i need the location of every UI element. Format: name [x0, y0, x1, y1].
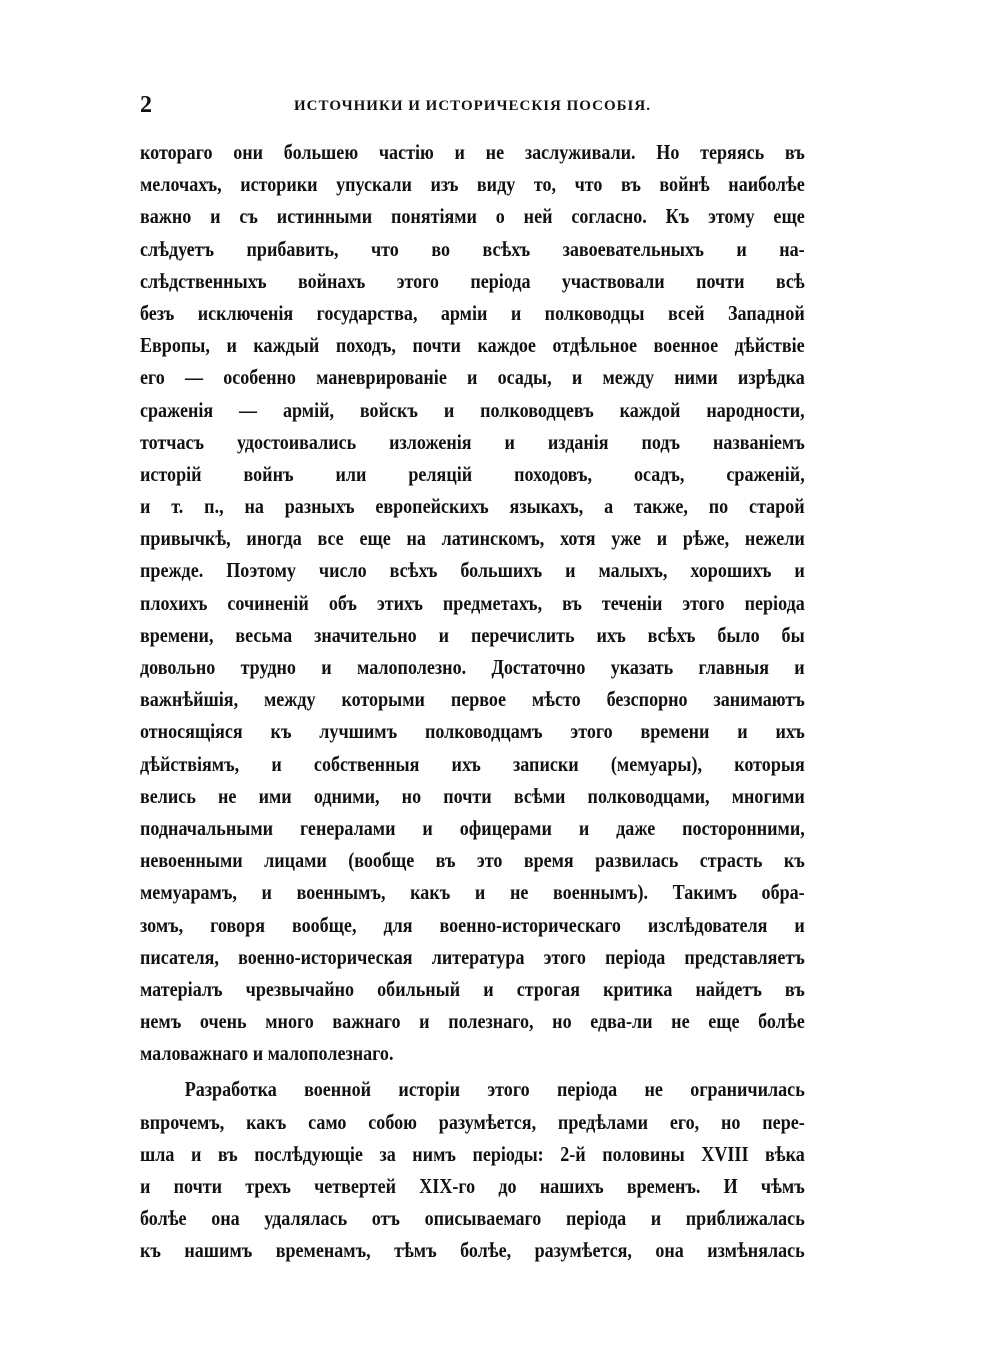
paragraph	[140, 136, 805, 1069]
text-line: зомъ, говоря вообще, для военно-историческаго изслѣдователя и	[140, 912, 805, 937]
text-line: дѣйствіямъ, и собственныя ихъ записки (мемуары), которыя	[140, 751, 805, 776]
text-line: сраженія — армій, войскъ и полководцевъ каждой народности,	[140, 397, 805, 422]
text-line: и т. п., на разныхъ европейскихъ языкахъ, а также, по старой	[140, 494, 805, 519]
text-line: болѣе она удалялась отъ описываемаго періода и приближалась	[140, 1206, 805, 1231]
text-line: мемуарамъ, и военнымъ, какъ и не военнымъ). Такимъ обра-	[140, 880, 805, 905]
body-text	[140, 136, 805, 1267]
text-line: матеріалъ чрезвычайно обильный и строгая критика найдетъ въ	[140, 976, 805, 1001]
text-line: мелочахъ, историки упускали изъ виду то, что въ войнѣ наиболѣе	[140, 172, 805, 197]
text-line: и почти трехъ четвертей XIX-го до нашихъ временъ. И чѣмъ	[140, 1174, 805, 1198]
page-number: 2	[140, 92, 152, 118]
text-line: маловажнаго и малополезнаго.	[140, 1041, 394, 1066]
text-line: исторій войнъ или реляцій походовъ, осадъ, сраженій,	[140, 461, 805, 486]
text-line: относящіяся къ лучшимъ полководцамъ этого времени и ихъ	[140, 719, 805, 744]
text-line: прежде. Поэтому число всѣхъ большихъ и малыхъ, хорошихъ и	[140, 558, 805, 583]
text-line: важно и съ истинными понятіями о ней согласно. Къ этому еще	[140, 204, 805, 229]
text-line: невоенными лицами (вообще въ это время развилась страсть къ	[140, 848, 805, 873]
text-line: привычкѣ, иногда все еще на латинскомъ, хотя уже и рѣже, нежели	[140, 526, 805, 551]
text-line: подначальными генералами и офицерами и даже посторонними,	[140, 815, 805, 840]
text-line: довольно трудно и малополезно. Достаточно указать главныя и	[140, 655, 805, 679]
paragraph	[140, 1073, 805, 1266]
text-line: тотчасъ удостоивались изложенія и изданія подъ названіемъ	[140, 429, 805, 454]
text-line: времени, весьма значительно и перечислить ихъ всѣхъ было бы	[140, 622, 805, 647]
text-line: впрочемъ, какъ само собою разумѣется, предѣлами его, но пере-	[140, 1109, 805, 1134]
text-line: велись не ими одними, но почти всѣми полководцами, многими	[140, 783, 805, 808]
text-line: безъ исключенія государства, арміи и полководцы всей Западной	[140, 300, 805, 325]
text-line: котораго они большею частію и не заслуживали. Но теряясь въ	[140, 140, 805, 164]
text-line: слѣдуетъ прибавить, что во всѣхъ завоевательныхъ и на-	[140, 236, 805, 261]
running-title: ИСТОЧНИКИ И ИСТОРИЧЕСКІЯ ПОСОБІЯ.	[294, 98, 651, 114]
text-line: важнѣйшія, между которыми первое мѣсто безспорно занимаютъ	[140, 687, 805, 712]
text-line: плохихъ сочиненій объ этихъ предметахъ, въ теченіи этого періода	[140, 590, 805, 615]
text-line: слѣдственныхъ войнахъ этого періода участвовали почти всѣ	[140, 268, 805, 293]
text-line: писателя, военно-историческая литература этого періода представляетъ	[140, 944, 805, 969]
text-line: къ нашимъ временамъ, тѣмъ болѣе, разумѣется, она измѣнялась	[140, 1238, 805, 1263]
text-line: его — особенно маневрированіе и осады, и между ними изрѣдка	[140, 365, 805, 390]
page-header	[140, 92, 805, 122]
text-line: Разработка военной исторіи этого періода не ограничилась	[184, 1077, 805, 1102]
text-line: шла и въ послѣдующіе за нимъ періоды: 2-й половины XVIII вѣка	[140, 1141, 805, 1166]
text-line: немъ очень много важнаго и полезнаго, но едва-ли не еще болѣе	[140, 1009, 805, 1034]
text-line: Европы, и каждый походъ, почти каждое отдѣльное военное дѣйствіе	[140, 333, 805, 358]
